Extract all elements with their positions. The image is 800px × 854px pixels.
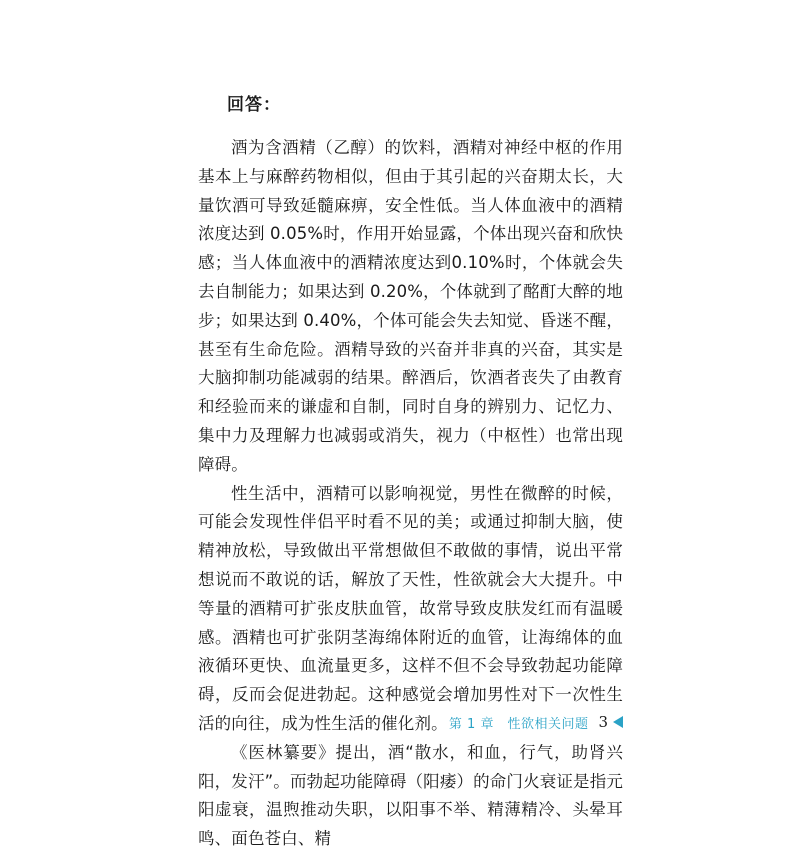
answer-body (198, 134, 623, 854)
page-number: 3 (598, 713, 608, 731)
triangle-left-icon (613, 716, 623, 728)
page-footer (400, 711, 623, 733)
paragraph: 性生活中，酒精可以影响视觉，男性在微醉的时候，可能会发现性伴侣平时看不见的美；或通过抑制大脑，使精神放松，导致做出平常想做但不敢做的事情，说出平常想说而不敢说的话，解放了天性，性欲就会大大提升。中等量的酒精可扩张皮肤血管，故常导致皮肤发红而有温暖感。酒精也可扩张阴茎海绵体附近的血管，让海绵体的血液循环更快、血流量更多，这样不但不会导致勃起功能障碍，反而会促进勃起。这种感觉会增加男性对下一次性生活的向往，成为性生活的催化剂。 (198, 483, 623, 733)
paragraph: 《医林纂要》提出，酒“散水，和血，行气，助肾兴阳，发汗”。而勃起功能障碍（阳痿）的命门火衰证是指元阳虚衰，温煦推动失职，以阳事不举、精薄精冷、头晕耳鸣、面色苍白、精 (198, 742, 623, 849)
paragraph: 酒为含酒精（乙醇）的饮料，酒精对神经中枢的作用基本上与麻醉药物相似，但由于其引起的兴奋期太长，大量饮酒可导致延髓麻痹，安全性低。当人体血液中的酒精浓度达到 0.05%时，作用开始显露，个体出现兴奋和欣快感；当人体血液中的酒精浓度达到0.10%时，个体就会失去自制能力；如果达到 0.20%，个体就到了酩酊大醉的地步；如果达到 0.40%，个体可能会失去知觉、昏迷不醒，甚至有生命危险。酒精导致的兴奋并非真的兴奋，其实是大脑抑制功能减弱的结果。醉酒后，饮酒者丧失了由教育和经验而来的谦虚和自制，同时自身的辨别力、记忆力、集中力及理解力也减弱或消失，视力（中枢性）也常出现障碍。 (198, 138, 623, 474)
answer-heading: 回答： (227, 95, 281, 115)
chapter-title: 第 1 章 性欲相关问题 (448, 716, 589, 732)
